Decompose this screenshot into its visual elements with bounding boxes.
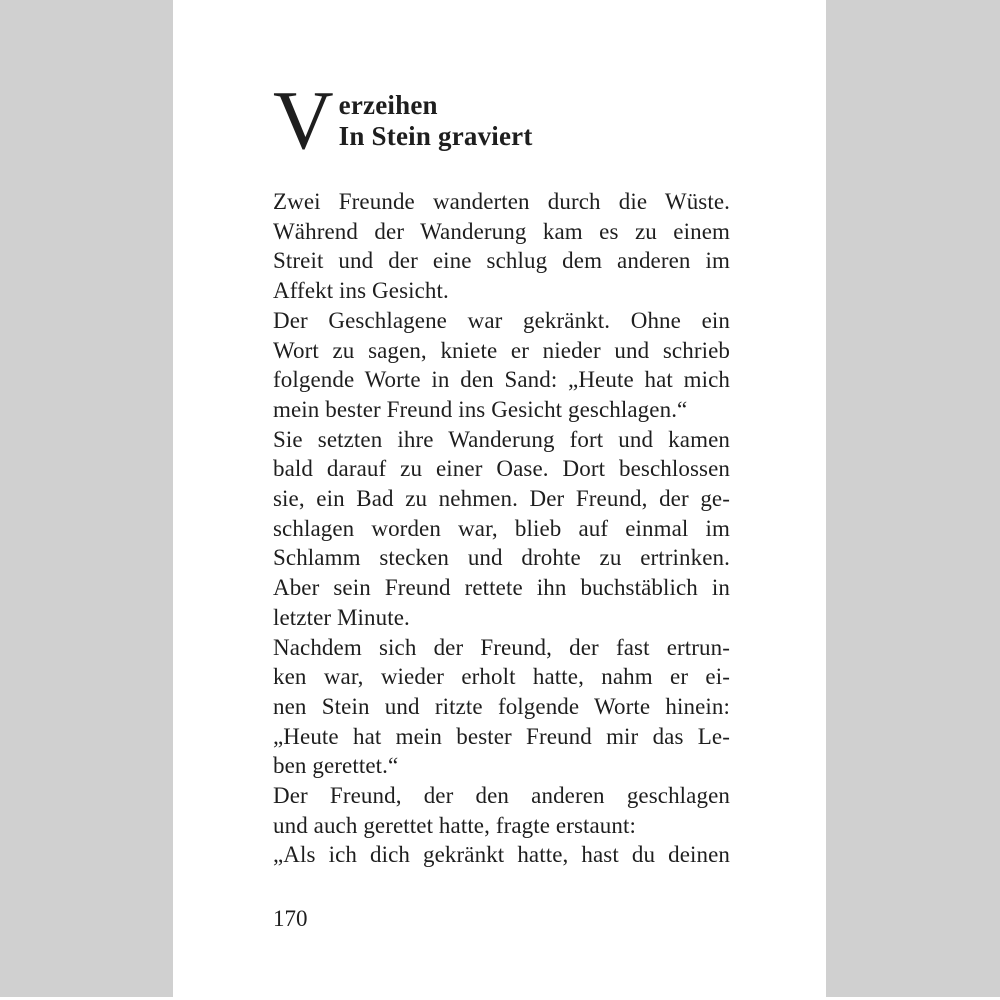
text-line: Schlamm stecken und drohte zu ertrinken. (273, 545, 730, 571)
text-line: „Heute hat mein bester Freund mir das Le- (273, 723, 730, 749)
text-line: Streit und der eine schlug dem anderen im (273, 248, 730, 274)
text-line: ken war, wieder erholt hatte, nahm er ei- (273, 664, 730, 690)
body-text (273, 187, 730, 870)
background-band-left (0, 0, 173, 997)
page-number: 170 (273, 906, 308, 932)
paragraph (273, 633, 730, 782)
paragraph (273, 425, 730, 633)
text-line: „Als ich dich gekränkt hatte, hast du deinen (273, 842, 730, 868)
text-line: nen Stein und ritzte folgende Worte hinein: (273, 693, 730, 719)
text-line: ben gerettet.“ (273, 753, 399, 779)
title-text-block (339, 90, 533, 152)
paragraph (273, 306, 730, 425)
text-line: Der Geschlagene war gekränkt. Ohne ein (273, 307, 730, 333)
chapter-title (273, 74, 730, 167)
book-page (173, 0, 826, 1000)
text-line: Wort zu sagen, kniete er nieder und schrieb (273, 337, 730, 363)
paragraph (273, 840, 730, 870)
text-line: Sie setzten ihre Wanderung fort und kamen (273, 426, 730, 452)
text-line: folgende Worte in den Sand: „Heute hat mich (273, 367, 730, 393)
text-line: sie, ein Bad zu nehmen. Der Freund, der ge- (273, 486, 730, 512)
text-line: Während der Wanderung kam es zu einem (273, 218, 730, 244)
chapter-title-text: erzeihen (338, 90, 438, 120)
text-line: Zwei Freunde wanderten durch die Wüste. (273, 189, 730, 214)
background-band-right (826, 0, 1000, 997)
text-line: Affekt ins Gesicht. (273, 278, 449, 304)
paragraph (273, 187, 730, 306)
paragraph (273, 781, 730, 840)
text-line: schlagen worden war, blieb auf einmal im (273, 515, 730, 541)
text-line: Der Freund, der den anderen geschlagen (273, 783, 730, 809)
text-line: mein bester Freund ins Gesicht geschlagen.“ (273, 396, 688, 422)
text-line: bald darauf zu einer Oase. Dort beschlossen (273, 456, 730, 482)
text-line: Nachdem sich der Freund, der fast ertrun- (273, 634, 730, 660)
text-line: und auch gerettet hatte, fragte erstaunt: (273, 812, 636, 838)
chapter-subtitle: In Stein graviert (338, 121, 533, 151)
text-line: letzter Minute. (273, 604, 410, 630)
text-line: Aber sein Freund rettete ihn buchstäblich in (273, 575, 730, 601)
drop-cap-initial: V (273, 74, 334, 167)
